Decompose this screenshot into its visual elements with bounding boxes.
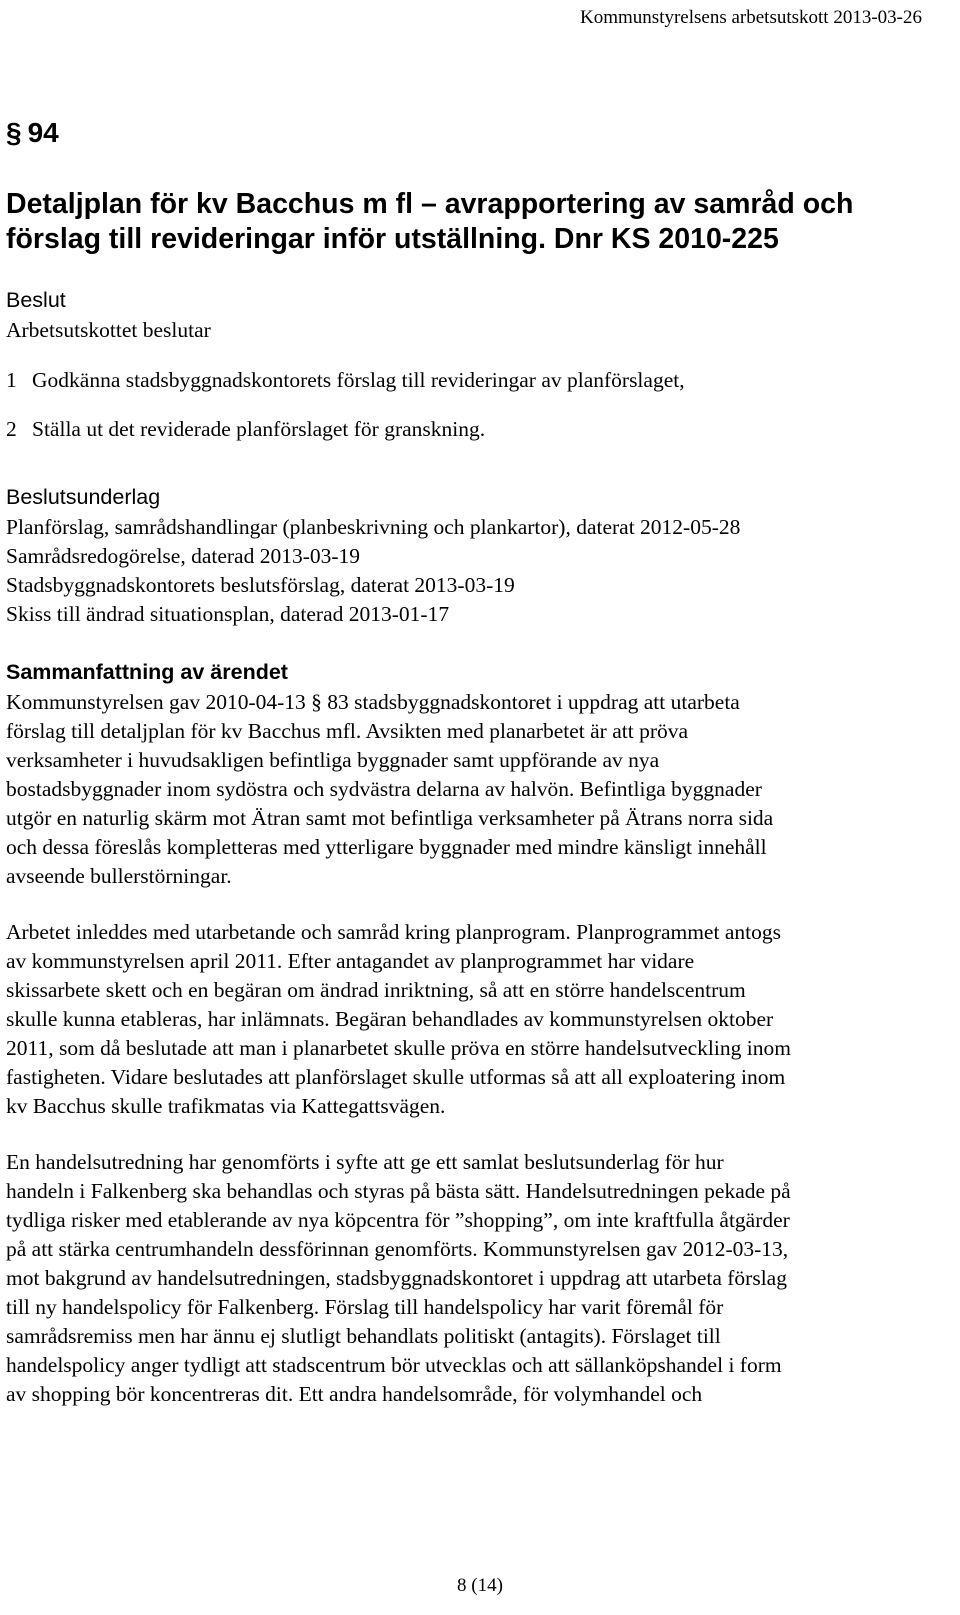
text-line: till ny handelspolicy för Falkenberg. Förslag till handelspolicy har varit föremål för bbox=[6, 1295, 724, 1319]
summary-heading: Sammanfattning av ärendet bbox=[6, 660, 288, 684]
text-line: skissarbete skett och en begäran om ändrad inriktning, så att en större handelscentrum bbox=[6, 978, 746, 1002]
decision-item-text: Godkänna stadsbyggnadskontorets förslag till revideringar av planförslaget, bbox=[32, 368, 685, 392]
page-number: 8 (14) bbox=[457, 1575, 503, 1596]
decision-item-number: 1 bbox=[6, 368, 17, 392]
text-line: handelspolicy anger tydligt att stadscentrum bör utvecklas och att sällanköpshandel i form bbox=[6, 1353, 782, 1377]
decision-section bbox=[6, 287, 952, 444]
text-line: fastigheten. Vidare beslutades att planförslaget skulle utformas så att all exploatering inom bbox=[6, 1065, 786, 1089]
text-line: kv Bacchus skulle trafikmatas via Kattegattsvägen. bbox=[6, 1094, 446, 1118]
text-line: En handelsutredning har genomförts i syfte att ge ett samlat beslutsunderlag för hur bbox=[6, 1150, 724, 1174]
text-line: bostadsbyggnader inom sydöstra och sydvästra delarna av halvön. Befintliga byggnader bbox=[6, 777, 762, 801]
document-title bbox=[6, 187, 946, 257]
decision-item bbox=[6, 415, 952, 444]
decision-item-number: 2 bbox=[6, 417, 17, 441]
summary-paragraph bbox=[6, 1148, 952, 1409]
decision-item bbox=[6, 366, 952, 395]
basis-item: Stadsbyggnadskontorets beslutsförslag, daterat 2013-03-19 bbox=[6, 573, 515, 597]
title-line: förslag till revideringar inför utställning. Dnr KS 2010-225 bbox=[6, 223, 779, 255]
decision-heading: Beslut bbox=[6, 288, 66, 312]
basis-item: Skiss till ändrad situationsplan, daterad 2013-01-17 bbox=[6, 602, 450, 626]
basis-heading: Beslutsunderlag bbox=[6, 485, 161, 509]
text-line: samrådsremiss men har ännu ej slutligt behandlats politiskt (antagits). Förslaget till bbox=[6, 1324, 721, 1348]
text-line: handeln i Falkenberg ska behandlas och styras på bästa sätt. Handelsutredningen pekade på bbox=[6, 1179, 791, 1203]
text-line: 2011, som då beslutade att man i planarbetet skulle pröva en större handelsutveckling inom bbox=[6, 1036, 791, 1060]
section-symbol: § bbox=[6, 117, 22, 148]
text-line: verksamheter i huvudsakligen befintliga byggnader samt uppförande av nya bbox=[6, 748, 660, 772]
summary-paragraph bbox=[6, 688, 952, 891]
text-line: Arbetet inleddes med utarbetande och samråd kring planprogram. Planprogrammet antogs bbox=[6, 920, 781, 944]
text-line: av kommunstyrelsen april 2011. Efter antagandet av planprogrammet har vidare bbox=[6, 949, 695, 973]
basis-item: Samrådsredogörelse, daterad 2013-03-19 bbox=[6, 544, 361, 568]
summary-section bbox=[6, 659, 952, 1409]
text-line: tydliga risker med etablerande av nya köpcentra för ”shopping”, om inte kraftfulla åtgärder bbox=[6, 1208, 790, 1232]
meeting-header: Kommunstyrelsens arbetsutskott 2013-03-26 bbox=[580, 7, 922, 28]
text-line: förslag till detaljplan för kv Bacchus mfl. Avsikten med planarbetet är att pröva bbox=[6, 719, 689, 743]
decision-item-text: Ställa ut det reviderade planförslaget för granskning. bbox=[32, 417, 486, 441]
basis-section bbox=[6, 484, 952, 629]
paragraph-number bbox=[6, 116, 59, 150]
text-line: avseende bullerstörningar. bbox=[6, 864, 232, 888]
text-line: mot bakgrund av handelsutredningen, stadsbyggnadskontoret i uppdrag att utarbeta förslag bbox=[6, 1266, 787, 1290]
text-line: utgör en naturlig skärm mot Ätran samt mot befintliga verksamheter på Ätrans norra sida bbox=[6, 806, 774, 830]
text-line: på att stärka centrumhandeln dessförinnan genomförts. Kommunstyrelsen gav 2012-03-13, bbox=[6, 1237, 789, 1261]
title-line: Detaljplan för kv Bacchus m fl – avrapportering av samråd och bbox=[6, 188, 854, 220]
text-line: och dessa föreslås kompletteras med ytterligare byggnader med mindre känsligt innehåll bbox=[6, 835, 767, 859]
section-number: 94 bbox=[27, 117, 59, 148]
basis-item: Planförslag, samrådshandlingar (planbeskrivning och plankartor), daterat 2012-05-28 bbox=[6, 515, 741, 539]
decision-intro: Arbetsutskottet beslutar bbox=[6, 318, 211, 342]
text-line: av shopping bör koncentreras dit. Ett andra handelsområde, för volymhandel och bbox=[6, 1382, 703, 1406]
summary-paragraph bbox=[6, 918, 952, 1121]
text-line: skulle kunna etableras, har inlämnats. Begäran behandlades av kommunstyrelsen oktober bbox=[6, 1007, 774, 1031]
text-line: Kommunstyrelsen gav 2010-04-13 § 83 stadsbyggnadskontoret i uppdrag att utarbeta bbox=[6, 690, 740, 714]
